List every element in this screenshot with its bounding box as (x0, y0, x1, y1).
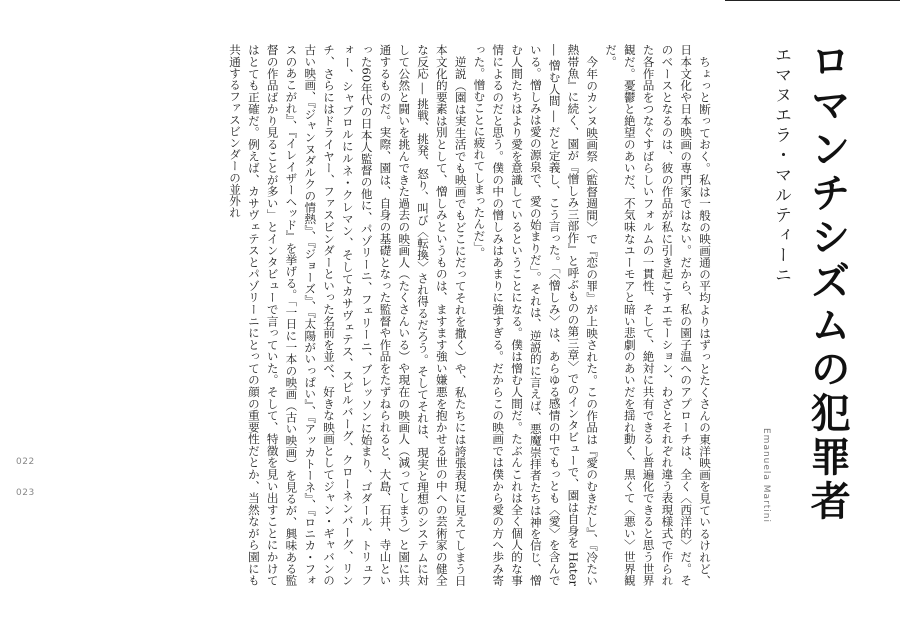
top-rule (725, 0, 900, 1)
body-text (179, 44, 714, 586)
paragraph: 逆説（園は実生活でも映画でもどこにだってそれを撒く）や、私たちには誇張表現に見えてしまう日本文化的要素は別として、憎しみというものは、ますます強い嫌悪を抱かせる世の中への芸術家の健全な反応 ― 挑戦、挑発、怒り、叫び〈転換〉され得るだろう。そしてそれは、現実と理想のシステムに対して公然と闘いを挑んできた過去の映画人（たくさんいる）や現在の映画人（減ってしまう）と園に共通するものだ。実際、園は、自身の基礎となった監督や作品をたずねられると、大島、石井、寺山といった60年代の日本人監督の他に、パゾリーニ、フェリーニ、ブレッソンに始まり、ゴダール、トリュフォー、シャブロルにルネ・クレマン、そしてカサヴェテス、スピルバーグ、クローネンバーグ、リンチ、さらにはドライヤー、ファスビンダーといった名前を並べ、好きな映画としてジャン・ギャバンの古い映画、『ジャンヌダルクの情熱』、『ジョーズ』、『太陽がいっぱい』、『アッカトーネ』、『ロニカ・フォスのあこがれ』、『イレイザーヘッド』を挙げる。「一日に一本の映画（古い映画）を見るが、興味ある監督の作品ばかり見ることが多い」とインタビューで言っていた。そして、特徴を見い出すことにかけてはとても正確だ。例えば、カサヴェテスとパゾリーニにとっての顔の重要性だとか、当然ながら園にも共通するファスビンダーの並外れ (228, 44, 468, 586)
page-number-right: 023 (16, 488, 35, 498)
chapter-title: ロマンチシズムの犯罪者 (804, 40, 852, 524)
paragraph: 今年のカンヌ映画祭〈監督週間〉で『恋の罪』が上映された。この作品は『愛のむきだし』、『冷たい熱帯魚』に続く、園が『憎しみ三部作』と呼ぶものの第三章〉でのインタビューで、園は自身を Hater ― 憎む人間 ― だと定義し、こう言った。「〈憎しみ〉は、あらゆる感情の中でもっとも〈愛〉を含んでいる。憎しみは愛の源泉で、愛の始まりだ」。それは、逆説的に言えば、悪魔崇拝者たちは神を信じ、憎む人間たちはより愛を意識しているということになる。僕は憎む人間だ。たぶんこれは全く個人的な事情によるのだと思う。僕の中の憎しみはあまりに強すぎる。だからこの映画では僕から愛の方へ歩み寄った。憎むことに疲れてしまったんだ」。 (472, 44, 600, 586)
page-number-left: 022 (16, 457, 35, 467)
author-name-latin: Emanuela Martini (761, 428, 771, 524)
author-name: エマヌエラ・マルティーニ (771, 46, 791, 286)
paragraph: ちょっと断っておく。私は一般の映画通の平均よりはずっとたくさんの東洋映画を見ているけれど、日本文化や日本映画の専門家ではない。だから、私の園子温へのアプローチは、全く〈西洋的〉だ。そのベースとなるのは、彼の作品が私に引き起こすエモーション、わざとそれぞれ違う表現様式で作られた各作品をつなぐすばらしいフォルムの一貫性、そして、絶対に共有できるし普遍化できると思う世界観だ。憂鬱と絶望のあいだ、不気味なユーモアと暗い悲劇のあいだを揺れ動く、黒くて〈悪い〉世界観だ。 (604, 44, 712, 586)
